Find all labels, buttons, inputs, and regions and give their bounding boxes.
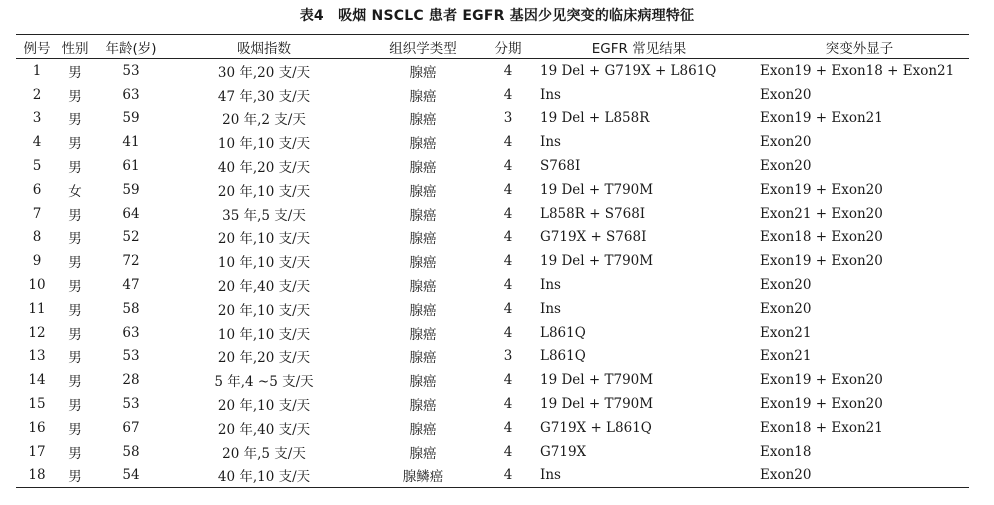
table-row bbox=[16, 464, 969, 488]
cell-histology: 腺癌 bbox=[409, 183, 437, 200]
cell-sex: 男 bbox=[68, 445, 82, 462]
cell-histology: 腺癌 bbox=[409, 302, 437, 319]
cell-case-number: 10 bbox=[28, 277, 46, 294]
cell-histology: 腺癌 bbox=[409, 421, 437, 438]
cell-mutation-exon: Exon21 bbox=[760, 348, 812, 365]
cell-egfr-result: L861Q bbox=[540, 324, 586, 341]
cell-smoking-index: 20 年,10 支/天 bbox=[217, 183, 311, 200]
table-row bbox=[16, 83, 969, 107]
cell-smoking-index: 10 年,10 支/天 bbox=[217, 136, 311, 153]
cell-mutation-exon: Exon19 + Exon20 bbox=[760, 396, 883, 413]
cell-case-number: 11 bbox=[28, 300, 46, 317]
cell-age: 72 bbox=[122, 253, 140, 270]
cell-age: 54 bbox=[92, 464, 170, 488]
cell-sex: 男 bbox=[68, 302, 82, 319]
cell-egfr-result: 19 Del + L858R bbox=[540, 110, 650, 127]
cell-age: 53 bbox=[122, 62, 140, 79]
cell-stage: 4 bbox=[503, 205, 513, 222]
cell-sex: 女 bbox=[68, 183, 82, 200]
cell-mutation-exon: Exon18 + Exon20 bbox=[760, 229, 883, 246]
cell-case-number: 18 bbox=[16, 464, 58, 488]
cell-smoking-index: 5 年,4 ~5 支/天 bbox=[214, 374, 314, 391]
cell-smoking-index: 30 年,20 支/天 bbox=[217, 64, 311, 81]
table-row bbox=[16, 107, 969, 131]
cell-stage: 4 bbox=[503, 86, 513, 103]
cell-egfr-result: G719X bbox=[540, 443, 587, 460]
header-egfr-result: EGFR 常见结果 bbox=[528, 35, 750, 59]
cell-smoking-index: 40 年,10 支/天 bbox=[170, 464, 358, 488]
cell-smoking-index: 20 年,10 支/天 bbox=[217, 398, 311, 415]
cell-case-number: 13 bbox=[28, 348, 46, 365]
cell-mutation-exon: Exon20 bbox=[760, 300, 812, 317]
table-row bbox=[16, 321, 969, 345]
table-row bbox=[16, 297, 969, 321]
cell-histology: 腺癌 bbox=[409, 88, 437, 105]
cell-stage: 4 bbox=[503, 372, 513, 389]
cell-stage: 4 bbox=[488, 464, 528, 488]
cell-mutation-exon: Exon21 + Exon20 bbox=[760, 205, 883, 222]
cell-case-number: 7 bbox=[32, 205, 42, 222]
header-smoking-index: 吸烟指数 bbox=[170, 35, 358, 59]
table-row bbox=[16, 440, 969, 464]
table-row bbox=[16, 273, 969, 297]
cell-mutation-exon: Exon20 bbox=[760, 86, 812, 103]
cell-sex: 男 bbox=[68, 398, 82, 415]
header-row bbox=[16, 35, 969, 59]
table-row bbox=[16, 368, 969, 392]
table-row bbox=[16, 416, 969, 440]
cell-mutation-exon: Exon19 + Exon20 bbox=[760, 181, 883, 198]
cell-stage: 4 bbox=[503, 419, 513, 436]
cell-age: 59 bbox=[122, 110, 140, 127]
cell-sex: 男 bbox=[68, 160, 82, 177]
cell-smoking-index: 10 年,10 支/天 bbox=[217, 255, 311, 272]
cell-smoking-index: 20 年,40 支/天 bbox=[217, 421, 311, 438]
cell-mutation-exon: Exon19 + Exon21 bbox=[760, 110, 883, 127]
cell-case-number: 3 bbox=[32, 110, 42, 127]
cell-age: 61 bbox=[122, 158, 140, 175]
cell-egfr-result: Ins bbox=[540, 300, 561, 317]
cell-stage: 4 bbox=[503, 396, 513, 413]
cell-histology: 腺癌 bbox=[409, 207, 437, 224]
cell-mutation-exon: Exon20 bbox=[760, 277, 812, 294]
cell-egfr-result: S768I bbox=[540, 158, 581, 175]
table-row bbox=[16, 154, 969, 178]
cell-mutation-exon: Exon18 + Exon21 bbox=[760, 419, 883, 436]
cell-egfr-result: 19 Del + G719X + L861Q bbox=[540, 62, 717, 79]
cell-age: 52 bbox=[122, 229, 140, 246]
cell-mutation-exon: Exon19 + Exon20 bbox=[760, 253, 883, 270]
cell-egfr-result: Ins bbox=[540, 86, 561, 103]
cell-mutation-exon: Exon19 + Exon18 + Exon21 bbox=[760, 62, 955, 79]
header-stage: 分期 bbox=[488, 35, 528, 59]
cell-mutation-exon: Exon20 bbox=[750, 464, 969, 488]
cell-stage: 4 bbox=[503, 253, 513, 270]
cell-age: 58 bbox=[122, 443, 140, 460]
cell-sex: 男 bbox=[68, 421, 82, 438]
table-caption: 表4 吸烟 NSCLC 患者 EGFR 基因少见突变的临床病理特征 bbox=[299, 8, 695, 24]
cell-sex: 男 bbox=[68, 231, 82, 248]
cell-case-number: 5 bbox=[32, 158, 42, 175]
cell-sex: 男 bbox=[68, 255, 82, 272]
cell-age: 59 bbox=[122, 181, 140, 198]
cell-case-number: 15 bbox=[28, 396, 46, 413]
cell-histology: 腺癌 bbox=[409, 112, 437, 129]
cell-mutation-exon: Exon18 bbox=[760, 443, 812, 460]
cell-histology: 腺癌 bbox=[409, 350, 437, 367]
cell-smoking-index: 20 年,5 支/天 bbox=[222, 445, 306, 462]
cell-histology: 腺癌 bbox=[409, 231, 437, 248]
cell-sex: 男 bbox=[68, 64, 82, 81]
cell-stage: 4 bbox=[503, 443, 513, 460]
cell-histology: 腺癌 bbox=[409, 160, 437, 177]
cell-age: 63 bbox=[122, 86, 140, 103]
cell-case-number: 14 bbox=[28, 372, 46, 389]
cell-age: 63 bbox=[122, 324, 140, 341]
cell-sex: 男 bbox=[68, 88, 82, 105]
cell-sex: 男 bbox=[58, 464, 92, 488]
cell-smoking-index: 35 年,5 支/天 bbox=[222, 207, 306, 224]
cell-stage: 3 bbox=[503, 110, 513, 127]
table-row bbox=[16, 249, 969, 273]
cell-egfr-result: Ins bbox=[540, 134, 561, 151]
cell-histology: 腺癌 bbox=[409, 445, 437, 462]
cell-egfr-result: Ins bbox=[528, 464, 750, 488]
cell-age: 47 bbox=[122, 277, 140, 294]
cell-egfr-result: Ins bbox=[540, 277, 561, 294]
cell-sex: 男 bbox=[68, 326, 82, 343]
cell-mutation-exon: Exon20 bbox=[760, 158, 812, 175]
cell-mutation-exon: Exon21 bbox=[760, 324, 812, 341]
cell-age: 58 bbox=[122, 300, 140, 317]
cell-case-number: 8 bbox=[32, 229, 42, 246]
cell-sex: 男 bbox=[68, 279, 82, 296]
cell-histology: 腺癌 bbox=[409, 255, 437, 272]
cell-stage: 4 bbox=[503, 134, 513, 151]
cell-smoking-index: 20 年,40 支/天 bbox=[217, 279, 311, 296]
cell-smoking-index: 10 年,10 支/天 bbox=[217, 326, 311, 343]
cell-case-number: 12 bbox=[28, 324, 46, 341]
cell-egfr-result: 19 Del + T790M bbox=[540, 181, 654, 198]
cell-smoking-index: 47 年,30 支/天 bbox=[217, 88, 311, 105]
cell-histology: 腺癌 bbox=[409, 374, 437, 391]
table-row bbox=[16, 178, 969, 202]
cell-egfr-result: L858R + S768I bbox=[540, 205, 646, 222]
cell-case-number: 17 bbox=[28, 443, 46, 460]
cell-sex: 男 bbox=[68, 112, 82, 129]
cell-egfr-result: L861Q bbox=[540, 348, 586, 365]
header-sex: 性别 bbox=[58, 35, 92, 59]
cell-stage: 4 bbox=[503, 229, 513, 246]
cell-case-number: 9 bbox=[32, 253, 42, 270]
cell-stage: 4 bbox=[503, 277, 513, 294]
cell-sex: 男 bbox=[68, 374, 82, 391]
cell-case-number: 1 bbox=[32, 62, 42, 79]
table-row bbox=[16, 202, 969, 226]
cell-smoking-index: 40 年,20 支/天 bbox=[217, 160, 311, 177]
cell-stage: 4 bbox=[503, 300, 513, 317]
cell-case-number: 4 bbox=[32, 134, 42, 151]
cell-egfr-result: 19 Del + T790M bbox=[540, 253, 654, 270]
cell-egfr-result: G719X + S768I bbox=[540, 229, 647, 246]
cell-smoking-index: 20 年,10 支/天 bbox=[217, 302, 311, 319]
cell-stage: 3 bbox=[503, 348, 513, 365]
cell-age: 67 bbox=[122, 419, 140, 436]
cell-age: 28 bbox=[122, 372, 140, 389]
cell-age: 64 bbox=[122, 205, 140, 222]
header-histology: 组织学类型 bbox=[358, 35, 488, 59]
table-row bbox=[16, 392, 969, 416]
cell-egfr-result: G719X + L861Q bbox=[540, 419, 652, 436]
header-case-number: 例号 bbox=[16, 35, 58, 59]
cell-stage: 4 bbox=[503, 324, 513, 341]
table-row bbox=[16, 345, 969, 369]
cell-histology: 腺癌 bbox=[409, 398, 437, 415]
cell-smoking-index: 20 年,2 支/天 bbox=[222, 112, 306, 129]
cell-age: 53 bbox=[122, 396, 140, 413]
cell-smoking-index: 20 年,20 支/天 bbox=[217, 350, 311, 367]
cell-sex: 男 bbox=[68, 207, 82, 224]
cell-case-number: 16 bbox=[28, 419, 46, 436]
cell-egfr-result: 19 Del + T790M bbox=[540, 396, 654, 413]
cell-histology: 腺鳞癌 bbox=[358, 464, 488, 488]
cell-mutation-exon: Exon20 bbox=[760, 134, 812, 151]
header-age: 年龄(岁) bbox=[92, 35, 170, 59]
table-row bbox=[16, 226, 969, 250]
table-body bbox=[16, 59, 969, 488]
clinical-table bbox=[16, 34, 969, 488]
cell-stage: 4 bbox=[503, 181, 513, 198]
table-row bbox=[16, 130, 969, 154]
table-row bbox=[16, 59, 969, 83]
cell-age: 41 bbox=[122, 134, 140, 151]
cell-histology: 腺癌 bbox=[409, 326, 437, 343]
cell-case-number: 6 bbox=[32, 181, 42, 198]
cell-case-number: 2 bbox=[32, 86, 42, 103]
cell-sex: 男 bbox=[68, 350, 82, 367]
cell-mutation-exon: Exon19 + Exon20 bbox=[760, 372, 883, 389]
cell-histology: 腺癌 bbox=[409, 136, 437, 153]
cell-stage: 4 bbox=[503, 158, 513, 175]
header-mutation-exon: 突变外显子 bbox=[750, 35, 969, 59]
cell-sex: 男 bbox=[68, 136, 82, 153]
cell-age: 53 bbox=[122, 348, 140, 365]
cell-smoking-index: 20 年,10 支/天 bbox=[217, 231, 311, 248]
cell-histology: 腺癌 bbox=[409, 64, 437, 81]
cell-histology: 腺癌 bbox=[409, 279, 437, 296]
cell-egfr-result: 19 Del + T790M bbox=[540, 372, 654, 389]
cell-stage: 4 bbox=[503, 62, 513, 79]
